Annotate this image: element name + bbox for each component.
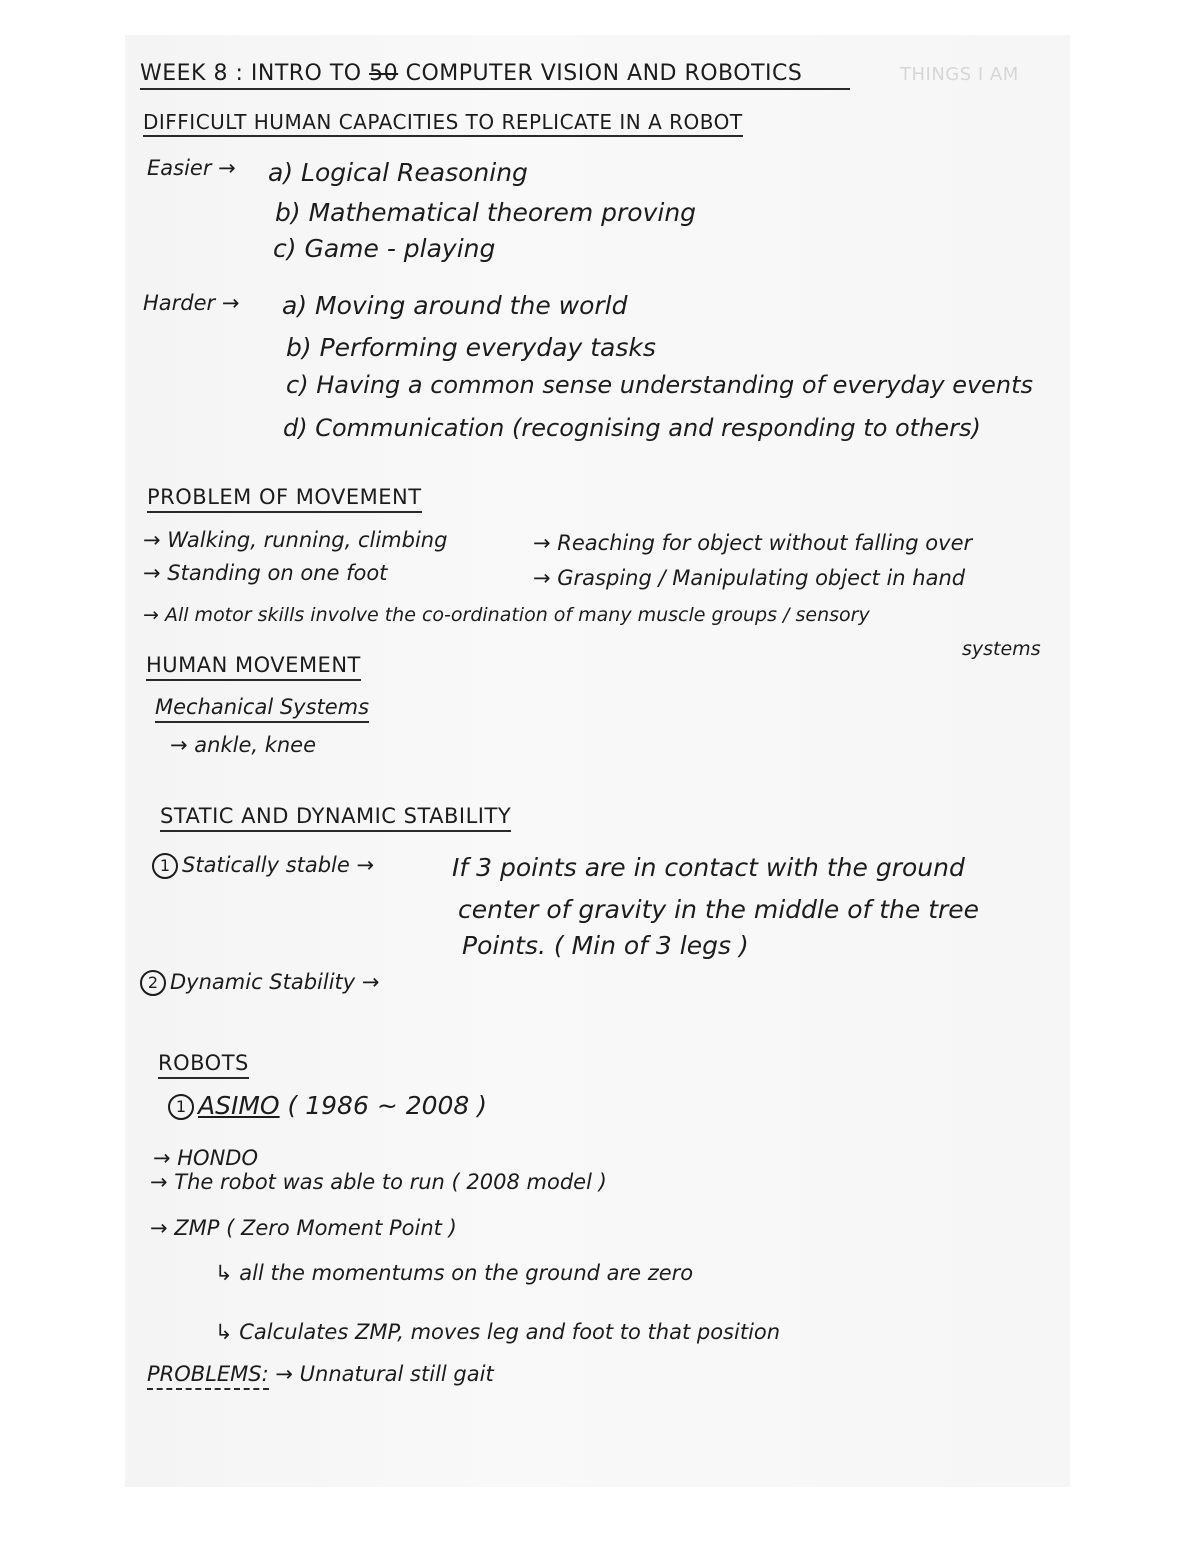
- asimo-name: ASIMO: [198, 1091, 280, 1120]
- harder-item-d: d) Communication (recognising and responding to others): [283, 414, 981, 442]
- easier-item-c: c) Game - playing: [273, 234, 496, 263]
- movement-item-grasping: → Grasping / Manipulating object in hand: [533, 566, 966, 590]
- robot-subitem-calculates: ↳ Calculates ZMP, moves leg and foot to that position: [215, 1320, 781, 1344]
- title-prefix: WEEK 8 : INTRO TO: [140, 61, 362, 86]
- harder-item-c: c) Having a common sense understanding of everyday events: [286, 371, 1034, 399]
- asimo-years: ( 1986 ~ 2008 ): [287, 1091, 488, 1120]
- static-stability-label: [152, 853, 374, 879]
- section-heading-robots: ROBOTS: [158, 1053, 249, 1079]
- robot-subitem-momentums: ↳ all the momentums on the ground are zero: [215, 1261, 694, 1285]
- bleed-through-text: THINGS I AM: [900, 64, 1019, 85]
- robot-item-run: → The robot was able to run ( 2008 model ): [150, 1170, 607, 1194]
- harder-item-b: b) Performing everyday tasks: [286, 333, 656, 362]
- problems-line: [147, 1364, 494, 1385]
- static-line-2: center of gravity in the middle of the tree: [458, 895, 980, 924]
- easier-item-a: a) Logical Reasoning: [268, 158, 528, 187]
- robot-item-zmp: → ZMP ( Zero Moment Point ): [150, 1216, 457, 1240]
- number-circle-2: 2: [140, 970, 166, 996]
- movement-item-walking: → Walking, running, climbing: [143, 528, 448, 552]
- dynamic-label-text: Dynamic Stability →: [170, 970, 380, 994]
- mechanical-item: → ankle, knee: [170, 733, 317, 757]
- movement-item-motor-skills: → All motor skills involve the co-ordination of many muscle groups / sensory: [143, 604, 870, 626]
- problems-text: → Unnatural still gait: [275, 1362, 494, 1386]
- robot-item-hondo: → HONDO: [153, 1146, 258, 1170]
- static-line-3: Points. ( Min of 3 legs ): [462, 931, 749, 960]
- title-suffix: COMPUTER VISION AND ROBOTICS: [405, 61, 803, 86]
- dynamic-stability-label: [140, 970, 380, 996]
- section-heading-difficult: DIFFICULT HUMAN CAPACITIES TO REPLICATE IN A ROBOT: [143, 112, 743, 137]
- robot-asimo: [168, 1093, 487, 1120]
- title-struck: 50: [369, 61, 399, 86]
- easier-label: Easier →: [147, 156, 236, 180]
- subheading-mechanical-systems: Mechanical Systems: [155, 697, 369, 723]
- static-line-1: If 3 points are in contact with the ground: [452, 853, 965, 882]
- problems-label: PROBLEMS:: [147, 1362, 269, 1390]
- section-heading-human-movement: HUMAN MOVEMENT: [146, 655, 361, 681]
- harder-item-a: a) Moving around the world: [282, 291, 628, 320]
- movement-item-systems: systems: [962, 638, 1041, 660]
- harder-label: Harder →: [143, 291, 240, 315]
- section-heading-movement: PROBLEM OF MOVEMENT: [147, 487, 422, 513]
- movement-item-standing: → Standing on one foot: [143, 561, 388, 585]
- easier-item-b: b) Mathematical theorem proving: [275, 198, 697, 227]
- number-circle-asimo: 1: [168, 1094, 194, 1120]
- section-heading-stability: STATIC AND DYNAMIC STABILITY: [160, 806, 511, 832]
- page-title: [140, 63, 850, 90]
- number-circle-1: 1: [152, 853, 178, 879]
- movement-item-reaching: → Reaching for object without falling over: [533, 531, 973, 555]
- static-label-text: Statically stable →: [182, 853, 375, 877]
